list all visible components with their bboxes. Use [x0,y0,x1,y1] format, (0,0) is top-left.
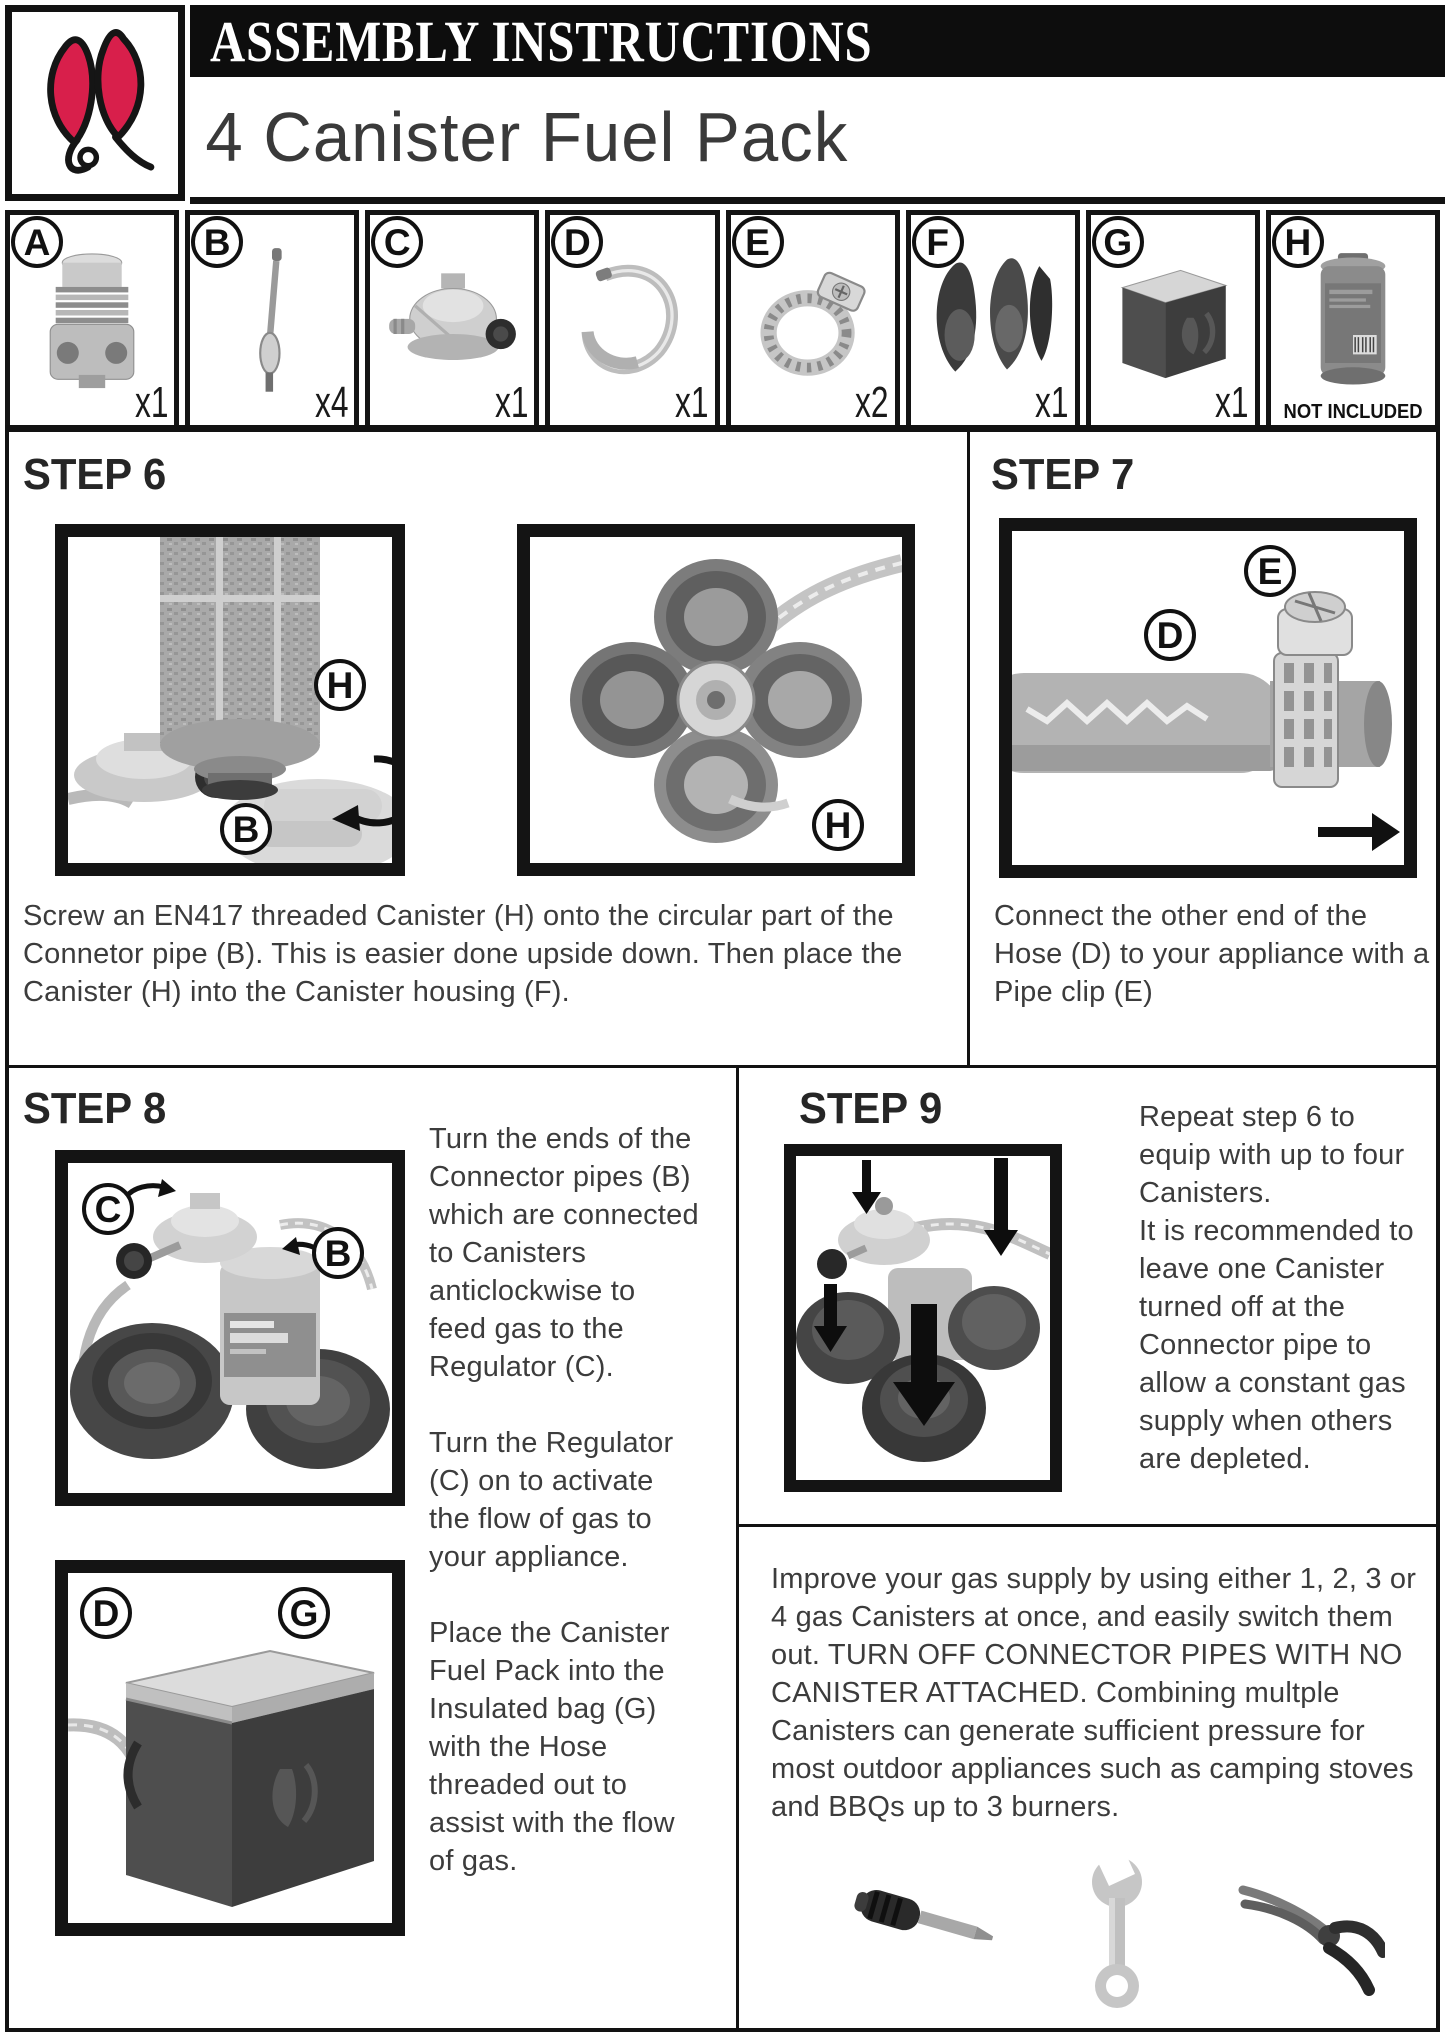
butterfly-logo-icon [20,19,170,187]
part-letter-badge: D [551,216,603,268]
screwdriver-icon [849,1852,999,2002]
step6-text [23,897,958,1011]
part-cell-g [1086,210,1260,432]
step8-image-1 [55,1150,405,1506]
wrench-icon [1057,1852,1177,2012]
header-kicker-bar [190,5,1445,77]
part-letter-badge: B [191,216,243,268]
hose-icon [572,256,692,386]
part-cell-c [365,210,539,432]
step7-hose-clip-illustration [1012,531,1404,865]
regulator-icon [387,266,517,376]
step6-image-2 [517,524,915,876]
badge-c: C [82,1183,134,1235]
step8-heading: STEP 8 [23,1084,167,1133]
step8-image-2 [55,1560,405,1936]
step8-paragraph-3: Place the Canister Fuel Pack into the Insulated bag (G) with the Hose threaded out to assist with the flow of gas. [429,1617,675,1877]
part-letter-badge: G [1092,216,1144,268]
main-grid [5,425,1440,2032]
badge-e: E [1244,545,1296,597]
part-letter-badge: F [912,216,964,268]
badge-h: H [812,799,864,851]
step9-text [1139,1098,1424,1478]
step8-paragraph-2: Turn the Regulator (C) on to activate the flow of gas to your appliance. [429,1427,674,1573]
part-letter-badge: H [1272,216,1324,268]
part-cell-d [545,210,719,432]
part-qty: x1 [1035,377,1069,427]
step7-paragraph: Connect the other end of the Hose (D) to your appliance with a Pipe clip (E) [994,900,1430,1008]
connector-pipe-icon [217,246,327,396]
part-cell-b [185,210,359,432]
part-letter-badge: E [732,216,784,268]
step7-heading: STEP 7 [991,450,1135,499]
step8-text [429,1120,699,1880]
step9-heading: STEP 9 [799,1084,943,1133]
divider-rows [9,1065,1436,1068]
part-letter-badge: A [11,216,63,268]
part-qty: x1 [134,377,169,427]
step9-four-canister-arrows-illustration [796,1156,1050,1480]
parts-row [5,210,1440,432]
part-qty: x1 [494,377,529,427]
part-qty: x1 [675,377,709,427]
badge-b: B [312,1227,364,1279]
part-qty: x2 [855,377,889,427]
part-qty: x1 [1215,377,1249,427]
step8-paragraph-1: Turn the ends of the Connector pipes (B) which are connected to Canisters anticlockwise to feed gas to the Regulator (C). [429,1123,699,1383]
bottom-note-paragraph: Improve your gas supply by using either 1, 2, 3 or 4 gas Canisters at once, and easily switch them out. TURN OFF CONNECTOR PIPES WITH NO CANISTER ATTACHED. Combining multple Canisters can generate sufficient pressure for most outdoor appliances such as camping stoves and BBQs up to 3 burners. [771,1563,1417,1823]
part-qty: x4 [314,377,349,427]
divider-step6-step7 [967,432,970,1065]
step9-paragraph-2: It is recommended to leave one Canister turned off at the Connector pipe to allow a constant gas supply when others are depleted. [1139,1215,1414,1475]
header-title-box [190,77,1445,204]
step6-heading: STEP 6 [23,450,167,499]
part-cell-a [5,210,179,432]
tools-row [817,1852,1417,2012]
badge-b: B [220,803,272,855]
connector-block-icon [37,251,147,391]
badge-d: D [80,1587,132,1639]
badge-d: D [1144,609,1196,661]
header-kicker: ASSEMBLY INSTRUCTIONS [210,8,873,74]
gas-canister-icon [1298,251,1408,391]
divider-step9-note [739,1524,1436,1527]
step6-paragraph: Screw an EN417 threaded Canister (H) onto the circular part of the Connetor pipe (B). This is easier done upside down. Then place the Canister (H) into the Canister housing (F). [23,900,903,1008]
page-title: 4 Canister Fuel Pack [205,98,849,176]
divider-step8-step9 [736,1068,739,2028]
part-letter-badge: C [371,216,423,268]
step6-image-1 [55,524,405,876]
pipe-clip-icon [748,261,878,381]
badge-h: H [314,659,366,711]
part-cell-e [726,210,900,432]
bottom-note [771,1560,1426,1826]
pliers-icon [1235,1852,1385,2002]
step9-image [784,1144,1062,1492]
step7-image [999,518,1417,878]
badge-g: G [278,1587,330,1639]
part-cell-f [906,210,1080,432]
part-cell-h [1266,210,1440,432]
insulated-bag-icon [1103,251,1243,391]
not-included-label: NOT INCLUDED [1283,401,1423,423]
step9-paragraph-1: Repeat step 6 to equip with up to four Canisters. [1139,1101,1405,1209]
brand-logo-box [5,5,185,201]
canister-housing-icon [923,251,1063,391]
step7-text [994,897,1439,1011]
